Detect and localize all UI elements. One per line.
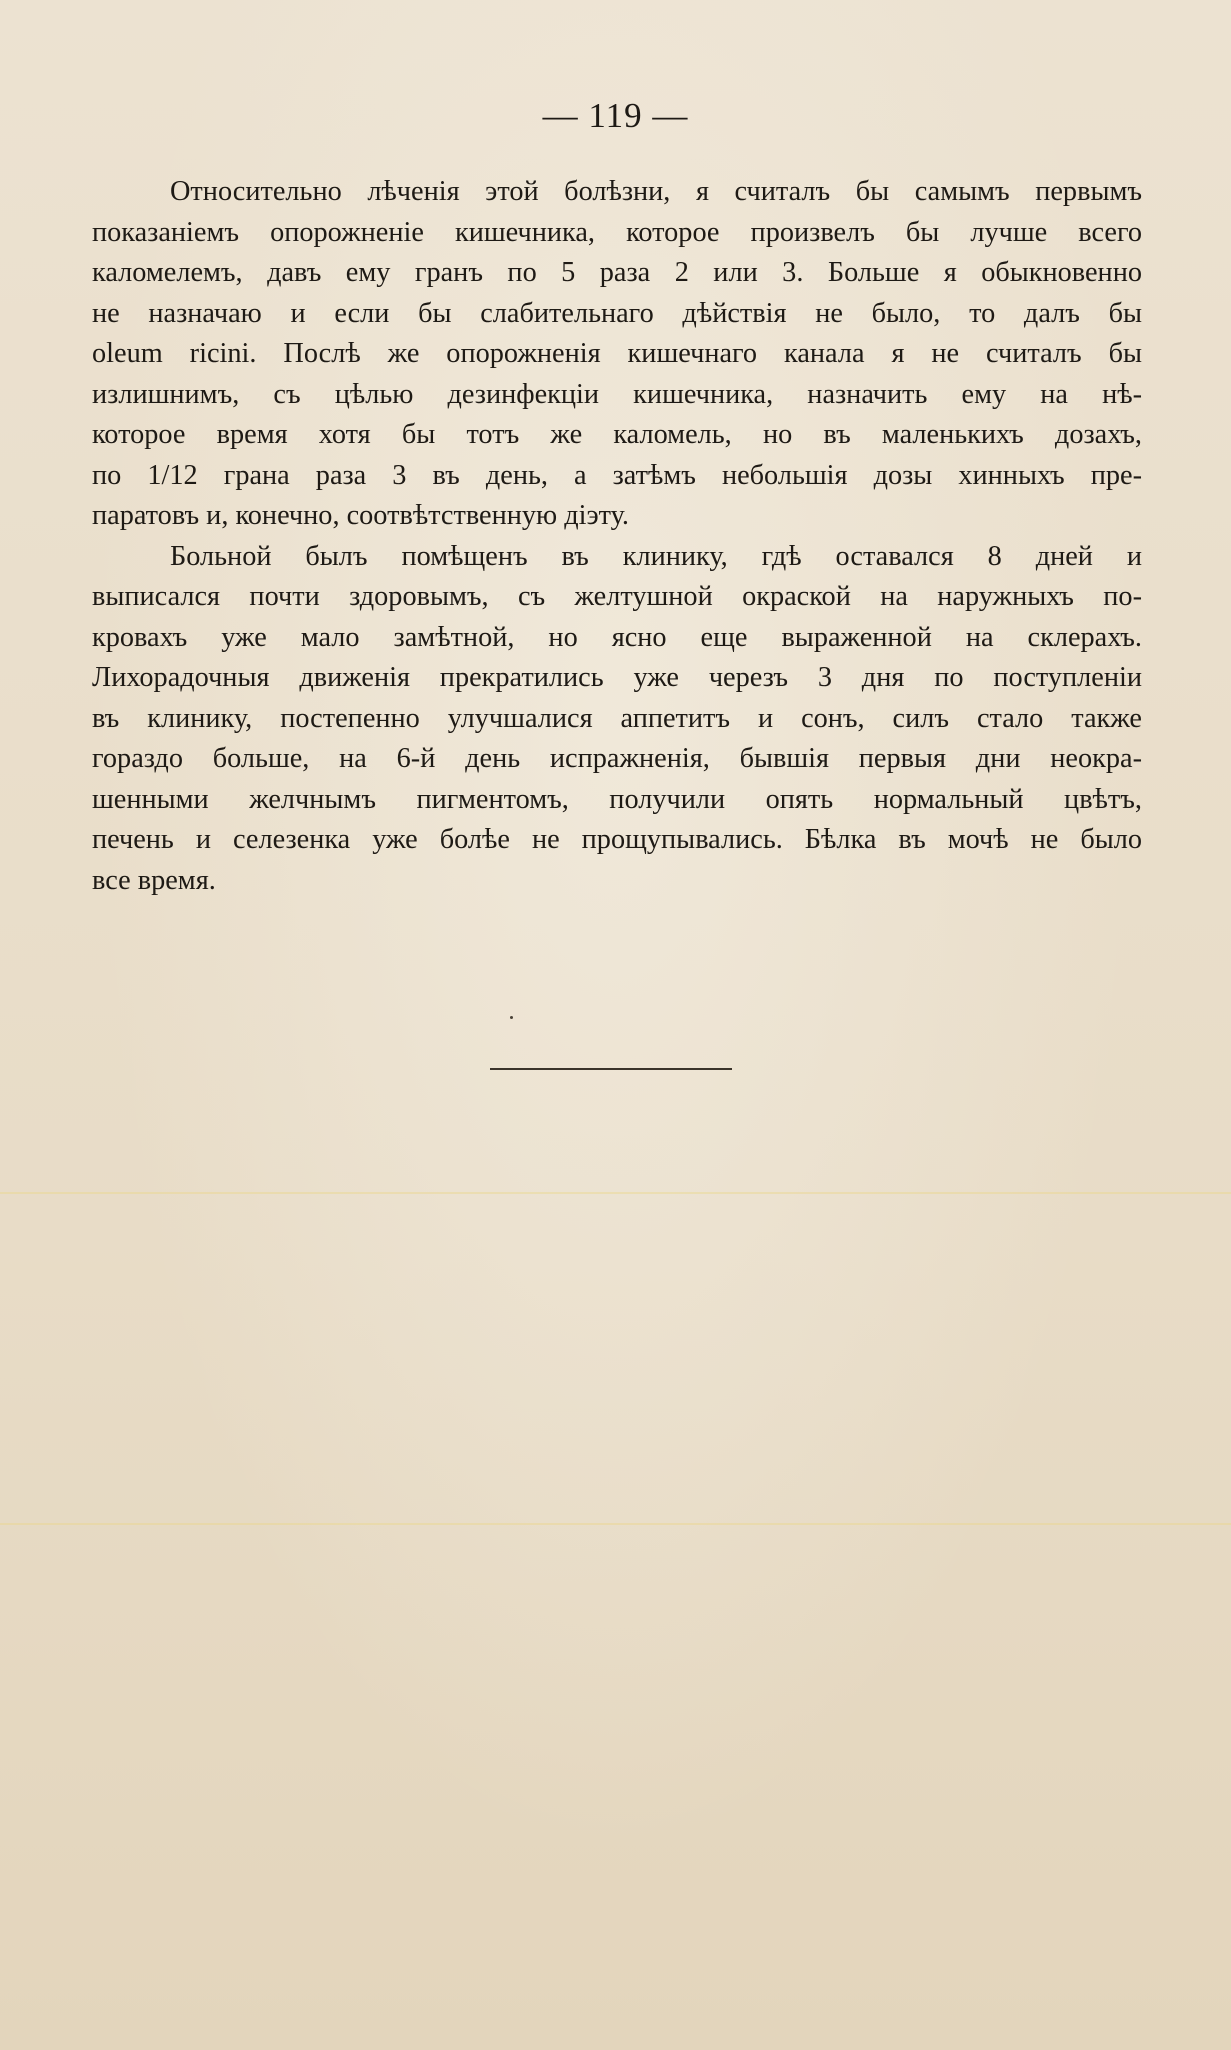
text-line: выписался почти здоровымъ, съ желтушной окраской на наружныхъ по-: [92, 581, 1142, 612]
text-line: гораздо больше, на 6-й день испражненія, бывшія первыя дни неокра-: [92, 743, 1142, 774]
body-text: [92, 172, 1142, 901]
text-line: въ клинику, постепенно улучшалися аппетитъ и сонъ, силъ стало также: [92, 702, 1142, 734]
text-line: шенными желчнымъ пигментомъ, получили опять нормальный цвѣтъ,: [92, 783, 1142, 815]
text-line: излишнимъ, съ цѣлью дезинфекціи кишечника, назначить ему на нѣ-: [92, 378, 1142, 410]
text-line: каломелемъ, давъ ему гранъ по 5 раза 2 или 3. Больше я обыкновенно: [92, 257, 1142, 288]
paper-fold-line: [0, 1192, 1231, 1194]
text-line: oleum ricini. Послѣ же опорожненія кишечнаго канала я не считалъ бы: [92, 338, 1142, 369]
text-line: печень и селезенка уже болѣе не прощупывались. Бѣлка въ мочѣ не было: [92, 824, 1142, 855]
text-line: кровахъ уже мало замѣтной, но ясно еще выраженной на склерахъ.: [92, 621, 1142, 653]
section-end-rule: [490, 1068, 732, 1070]
text-line: Относительно лѣченія этой болѣзни, я считалъ бы самымъ первымъ: [170, 176, 1142, 207]
paragraph-1: [92, 172, 1142, 537]
text-line: все время.: [92, 864, 216, 896]
text-line: не назначаю и если бы слабительнаго дѣйствія не было, то далъ бы: [92, 297, 1142, 329]
page-number: — 119 —: [542, 96, 689, 135]
text-line: Больной былъ помѣщенъ въ клинику, гдѣ оставался 8 дней и: [170, 540, 1142, 572]
paragraph-2: [92, 537, 1142, 902]
text-line: по 1/12 грана раза 3 въ день, а затѣмъ небольшія дозы хинныхъ пре-: [92, 459, 1142, 491]
paper-fold-line: [0, 1523, 1231, 1525]
text-line: которое время хотя бы тотъ же каломель, но въ маленькихъ дозахъ,: [92, 419, 1142, 450]
text-line: паратовъ и, конечно, соотвѣтственную діэту.: [92, 500, 630, 531]
text-line: показаніемъ опорожненіе кишечника, которое произвелъ бы лучше всего: [92, 216, 1142, 248]
text-line: Лихорадочныя движенія прекратились уже черезъ 3 дня по поступленіи: [92, 662, 1142, 693]
ink-speck: [510, 1016, 513, 1019]
